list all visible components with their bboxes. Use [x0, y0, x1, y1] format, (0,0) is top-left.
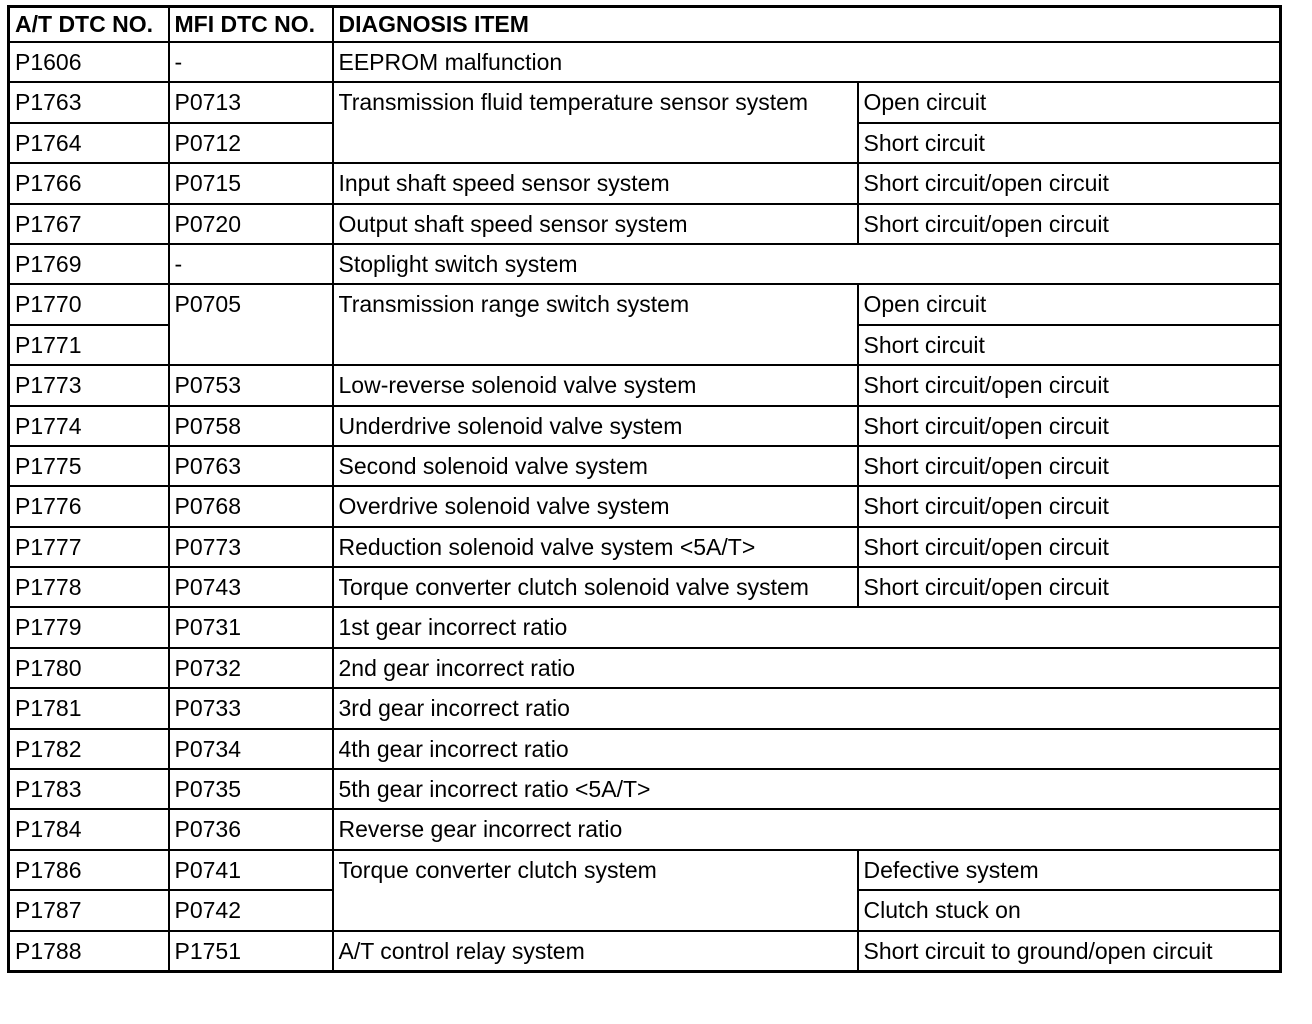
header-diagnosis-item: DIAGNOSIS ITEM: [333, 7, 1281, 43]
table-cell: 1st gear incorrect ratio: [333, 607, 1281, 647]
table-cell: P0735: [169, 769, 333, 809]
table-cell: Short circuit/open circuit: [858, 567, 1281, 607]
table-cell: P1787: [9, 890, 169, 930]
table-cell: P0705: [169, 284, 333, 365]
table-cell: Short circuit/open circuit: [858, 365, 1281, 405]
table-cell: Reduction solenoid valve system <5A/T>: [333, 527, 858, 567]
table-body: [9, 42, 1281, 971]
table-row: [9, 527, 1281, 567]
table-cell: A/T control relay system: [333, 931, 858, 972]
table-cell: P1782: [9, 729, 169, 769]
table-row: [9, 769, 1281, 809]
header-mfi-dtc-no: MFI DTC NO.: [169, 7, 333, 43]
table-cell: Short circuit/open circuit: [858, 204, 1281, 244]
table-cell: P0768: [169, 486, 333, 526]
table-cell: P0763: [169, 446, 333, 486]
table-cell: Clutch stuck on: [858, 890, 1281, 930]
table-cell: Short circuit to ground/open circuit: [858, 931, 1281, 972]
table-cell: P1775: [9, 446, 169, 486]
table-cell: Short circuit: [858, 325, 1281, 365]
table-cell: Short circuit/open circuit: [858, 163, 1281, 203]
table-row: [9, 850, 1281, 890]
table-cell: P1777: [9, 527, 169, 567]
table-cell: P0733: [169, 688, 333, 728]
table-row: [9, 607, 1281, 647]
table-row: [9, 567, 1281, 607]
table-cell: P1774: [9, 406, 169, 446]
table-cell: P0712: [169, 123, 333, 163]
table-cell: P1781: [9, 688, 169, 728]
table-cell: P0758: [169, 406, 333, 446]
table-cell: Short circuit/open circuit: [858, 486, 1281, 526]
table-cell: P0743: [169, 567, 333, 607]
table-cell: P1783: [9, 769, 169, 809]
table-row: [9, 365, 1281, 405]
table-cell: P0753: [169, 365, 333, 405]
table-cell: Short circuit/open circuit: [858, 406, 1281, 446]
table-cell: P1776: [9, 486, 169, 526]
table-row: [9, 729, 1281, 769]
table-cell: Short circuit/open circuit: [858, 446, 1281, 486]
table-cell: Second solenoid valve system: [333, 446, 858, 486]
table-cell: Stoplight switch system: [333, 244, 1281, 284]
table-cell: P0713: [169, 82, 333, 122]
table-cell: P1751: [169, 931, 333, 972]
table-cell: P0734: [169, 729, 333, 769]
table-row: [9, 406, 1281, 446]
table-cell: P1769: [9, 244, 169, 284]
table-row: [9, 648, 1281, 688]
table-cell: -: [169, 42, 333, 82]
table-cell: P1763: [9, 82, 169, 122]
table-row: [9, 486, 1281, 526]
table-cell: Transmission range switch system: [333, 284, 858, 365]
table-cell: P1606: [9, 42, 169, 82]
table-cell: 4th gear incorrect ratio: [333, 729, 1281, 769]
table-row: [9, 204, 1281, 244]
table-cell: P1780: [9, 648, 169, 688]
table-cell: P0732: [169, 648, 333, 688]
table-cell: Reverse gear incorrect ratio: [333, 809, 1281, 849]
table-row: [9, 688, 1281, 728]
table-cell: P1767: [9, 204, 169, 244]
table-header: [9, 7, 1281, 43]
dtc-table: [7, 5, 1282, 973]
table-cell: Defective system: [858, 850, 1281, 890]
table-cell: P0773: [169, 527, 333, 567]
table-cell: P0715: [169, 163, 333, 203]
table-row: [9, 244, 1281, 284]
table-cell: 5th gear incorrect ratio <5A/T>: [333, 769, 1281, 809]
header-row: [9, 7, 1281, 43]
table-cell: Low-reverse solenoid valve system: [333, 365, 858, 405]
table-cell: P0720: [169, 204, 333, 244]
table-cell: P0736: [169, 809, 333, 849]
table-cell: Short circuit/open circuit: [858, 527, 1281, 567]
table-cell: Input shaft speed sensor system: [333, 163, 858, 203]
table-cell: P1779: [9, 607, 169, 647]
table-cell: P1778: [9, 567, 169, 607]
table-row: [9, 284, 1281, 324]
table-cell: EEPROM malfunction: [333, 42, 1281, 82]
table-cell: Torque converter clutch system: [333, 850, 858, 931]
table-cell: P1788: [9, 931, 169, 972]
table-cell: P0741: [169, 850, 333, 890]
table-cell: Transmission fluid temperature sensor system: [333, 82, 858, 163]
table-cell: P1771: [9, 325, 169, 365]
table-row: [9, 163, 1281, 203]
table-cell: Short circuit: [858, 123, 1281, 163]
header-at-dtc-no: A/T DTC NO.: [9, 7, 169, 43]
table-cell: 3rd gear incorrect ratio: [333, 688, 1281, 728]
table-cell: 2nd gear incorrect ratio: [333, 648, 1281, 688]
table-cell: Overdrive solenoid valve system: [333, 486, 858, 526]
table-cell: P1784: [9, 809, 169, 849]
table-cell: P0731: [169, 607, 333, 647]
table-cell: P1766: [9, 163, 169, 203]
table-row: [9, 82, 1281, 122]
table-row: [9, 809, 1281, 849]
table-cell: P1773: [9, 365, 169, 405]
table-cell: P0742: [169, 890, 333, 930]
table-cell: -: [169, 244, 333, 284]
table-cell: Torque converter clutch solenoid valve system: [333, 567, 858, 607]
table-cell: Underdrive solenoid valve system: [333, 406, 858, 446]
table-row: [9, 931, 1281, 972]
table-cell: Open circuit: [858, 284, 1281, 324]
table-row: [9, 42, 1281, 82]
table-cell: P1786: [9, 850, 169, 890]
table-cell: P1770: [9, 284, 169, 324]
table-cell: Output shaft speed sensor system: [333, 204, 858, 244]
table-row: [9, 446, 1281, 486]
table-cell: P1764: [9, 123, 169, 163]
table-cell: Open circuit: [858, 82, 1281, 122]
